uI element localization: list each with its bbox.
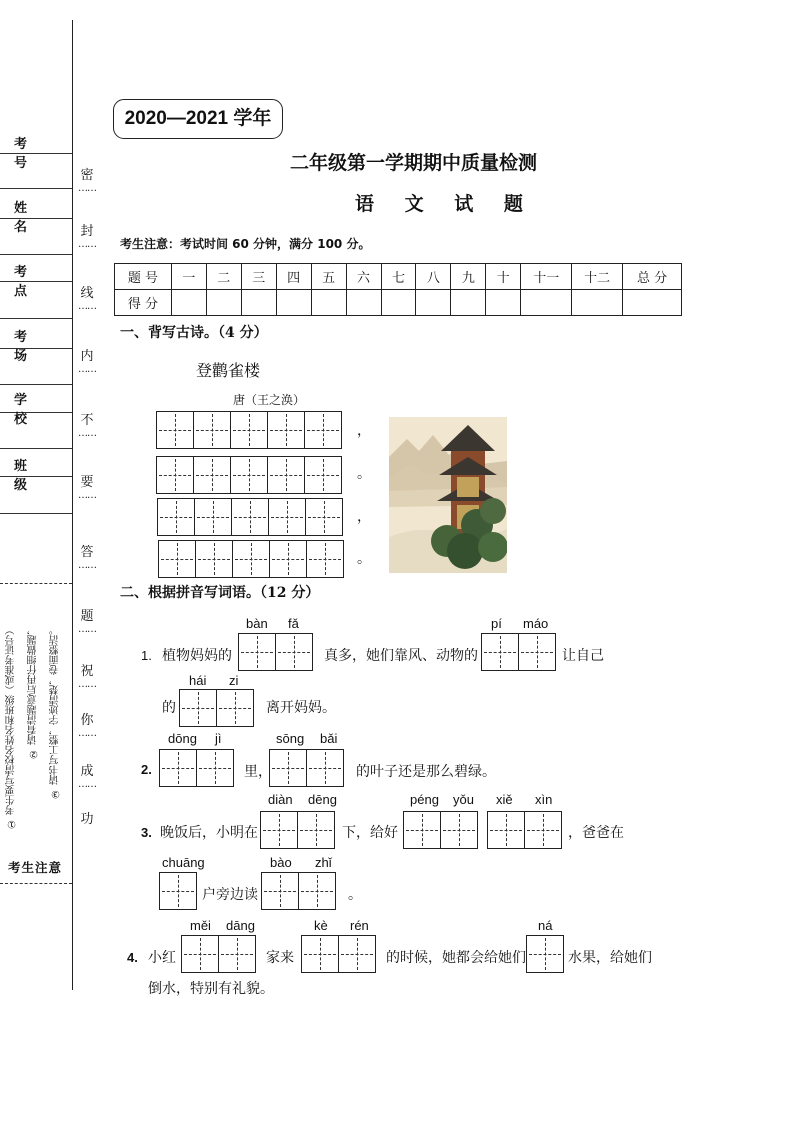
question-number: 2. (141, 762, 152, 777)
question-text: 的时候，她都会给她们 (386, 950, 526, 966)
question-text: 水果，给她们 (568, 950, 652, 966)
seal-char: 线 …… (78, 286, 96, 312)
poem-line-1-grid[interactable] (157, 411, 342, 449)
answer-grid-diandeng[interactable] (261, 811, 335, 849)
pinyin: jì (215, 731, 222, 746)
pinyin: péng (410, 792, 439, 807)
score-cell[interactable] (486, 290, 521, 316)
field-divider (0, 188, 72, 189)
table-cell: 八 (416, 264, 451, 290)
notes-top-divider (0, 583, 72, 584)
seal-char: 你 …… (78, 713, 96, 739)
table-cell: 十一 (521, 264, 572, 290)
school-year-badge: 2020—2021 学年 (113, 99, 283, 139)
question-text: 下，给好 (342, 825, 398, 841)
pinyin: fǎ (288, 616, 299, 631)
score-cell[interactable] (572, 290, 623, 316)
question-text: 让自己 (562, 648, 604, 664)
pinyin: xiě (496, 792, 513, 807)
pinyin: zi (229, 673, 239, 688)
section-2-heading: 二、根据拼音写词语。（12 分） (120, 585, 320, 601)
table-cell: 三 (241, 264, 276, 290)
seal-char: 成 …… (78, 764, 96, 790)
question-number: 1. (141, 648, 152, 663)
score-cell[interactable] (346, 290, 381, 316)
poem-title: 登鹳雀楼 (196, 361, 261, 380)
pinyin: hái (189, 673, 207, 688)
poem-line-3-grid[interactable] (158, 498, 343, 536)
pinyin: sōng (276, 731, 305, 746)
answer-grid-dongji[interactable] (160, 749, 234, 787)
pinyin: pí (491, 616, 502, 631)
note-item: ② 请看清题意后再仔细做题， (28, 625, 39, 760)
question-text: 倒水，特别有礼貌。 (148, 981, 274, 997)
seal-char: 要 …… (78, 475, 96, 501)
score-cell[interactable] (171, 290, 206, 316)
question-text: 小红 (148, 950, 176, 966)
pinyin: ná (538, 918, 553, 933)
question-text: 的 (162, 700, 176, 716)
pinyin: yǒu (453, 792, 474, 807)
score-cell[interactable] (381, 290, 416, 316)
punctuation: 。 (357, 551, 371, 567)
section-1-heading: 一、背写古诗。（4 分） (120, 325, 268, 341)
question-text: 离开妈妈。 (266, 700, 336, 716)
punctuation: 。 (357, 466, 371, 482)
question-number: 4. (127, 950, 138, 965)
score-table-header-row (115, 264, 682, 290)
answer-grid-chuang[interactable] (160, 872, 197, 910)
table-cell: 九 (451, 264, 486, 290)
seal-char: 封 …… (78, 224, 96, 250)
seal-char: 内 …… (78, 349, 96, 375)
answer-grid-keren[interactable] (302, 935, 376, 973)
score-table (114, 263, 682, 316)
pinyin: máo (523, 616, 549, 631)
exam-notice: 考生注意：考试时间 60 分钟，满分 100 分。 (120, 237, 371, 251)
table-cell: 十二 (572, 264, 623, 290)
note-item: ① 考生要写清校名姓名和班级（或准考证号） (6, 625, 17, 830)
pinyin: bàn (246, 616, 268, 631)
question-text: 植物妈妈的 (162, 648, 232, 664)
seal-char: 答 …… (78, 545, 96, 571)
answer-grid-pengyou[interactable] (404, 811, 478, 849)
pinyin: rén (350, 918, 369, 933)
question-text: 晚饭后，小明在 (160, 825, 258, 841)
seal-char: 功 (80, 812, 94, 827)
score-cell[interactable] (416, 290, 451, 316)
pinyin: kè (314, 918, 328, 933)
table-cell: 总 分 (623, 264, 682, 290)
school-label: 学校 (14, 393, 48, 427)
exam-title: 二年级第一学期期中质量检测 (290, 152, 538, 174)
pinyin: měi (190, 918, 211, 933)
pinyin: xìn (535, 792, 553, 807)
pinyin: diàn (268, 792, 293, 807)
question-text: ，爸爸在 (568, 825, 624, 841)
score-cell[interactable] (241, 290, 276, 316)
binding-rule (72, 20, 73, 990)
answer-grid-pimao[interactable] (482, 633, 556, 671)
seal-char: 题 …… (78, 609, 96, 635)
score-cell[interactable] (521, 290, 572, 316)
punctuation: ， (357, 423, 371, 439)
score-cell[interactable] (451, 290, 486, 316)
question-text: 户旁边读 (202, 887, 258, 903)
answer-grid-xiexin[interactable] (488, 811, 562, 849)
notes-title: 考生注意 (8, 860, 63, 875)
pavilion-illustration (389, 417, 507, 573)
candidate-notes (0, 625, 72, 855)
table-cell: 得 分 (115, 290, 172, 316)
class-label: 班级 (14, 459, 48, 493)
score-table-score-row (115, 290, 682, 316)
answer-grid-meidang[interactable] (182, 935, 256, 973)
seal-char: 密 …… (78, 168, 96, 194)
question-text: 。 (348, 887, 362, 903)
exam-room-label: 考场 (14, 330, 48, 364)
table-cell: 二 (206, 264, 241, 290)
answer-grid-songbai[interactable] (270, 749, 344, 787)
score-cell[interactable] (206, 290, 241, 316)
table-cell: 七 (381, 264, 416, 290)
name-label: 姓名 (14, 201, 48, 235)
pinyin: dōng (168, 731, 197, 746)
pinyin: zhǐ (315, 855, 332, 870)
poem-author: 唐（王之涣） (233, 393, 306, 407)
table-cell: 一 (171, 264, 206, 290)
poem-line-4-grid[interactable] (159, 540, 344, 578)
table-cell: 十 (486, 264, 521, 290)
pinyin: dēng (308, 792, 337, 807)
question-number: 3. (141, 825, 152, 840)
pinyin: dāng (226, 918, 255, 933)
table-cell: 六 (346, 264, 381, 290)
answer-grid-banfa[interactable] (239, 633, 313, 671)
answer-grid-na[interactable] (527, 935, 564, 973)
punctuation: ， (357, 509, 371, 525)
pinyin: chuāng (162, 855, 205, 870)
question-text: 里， (244, 764, 272, 780)
exam-number-label: 考号 (14, 137, 48, 171)
seal-char: 不 …… (78, 413, 96, 439)
table-cell: 五 (311, 264, 346, 290)
pinyin: bào (270, 855, 292, 870)
question-text: 真多，她们靠风、动物的 (324, 648, 478, 664)
subject-title: 语 文 试 题 (355, 193, 535, 215)
score-cell[interactable] (623, 290, 682, 316)
score-cell[interactable] (311, 290, 346, 316)
notes-bottom-divider (0, 883, 72, 884)
question-text: 的叶子还是那么碧绿。 (356, 764, 496, 780)
note-item: ③ 请书写工整，字迹清楚，卷面整洁。 (50, 625, 61, 800)
seal-char: 祝 …… (78, 664, 96, 690)
answer-grid-baozhi[interactable] (262, 872, 336, 910)
exam-site-label: 考点 (14, 265, 48, 299)
table-cell: 题 号 (115, 264, 172, 290)
pinyin: bǎi (320, 731, 338, 746)
table-cell: 四 (276, 264, 311, 290)
answer-grid-haizi[interactable] (180, 689, 254, 727)
field-divider (0, 254, 72, 255)
field-divider (0, 384, 72, 385)
field-divider (0, 448, 72, 449)
score-cell[interactable] (276, 290, 311, 316)
field-divider (0, 318, 72, 319)
field-divider (0, 513, 72, 514)
question-text: 家来 (266, 950, 294, 966)
poem-line-2-grid[interactable] (157, 456, 342, 494)
